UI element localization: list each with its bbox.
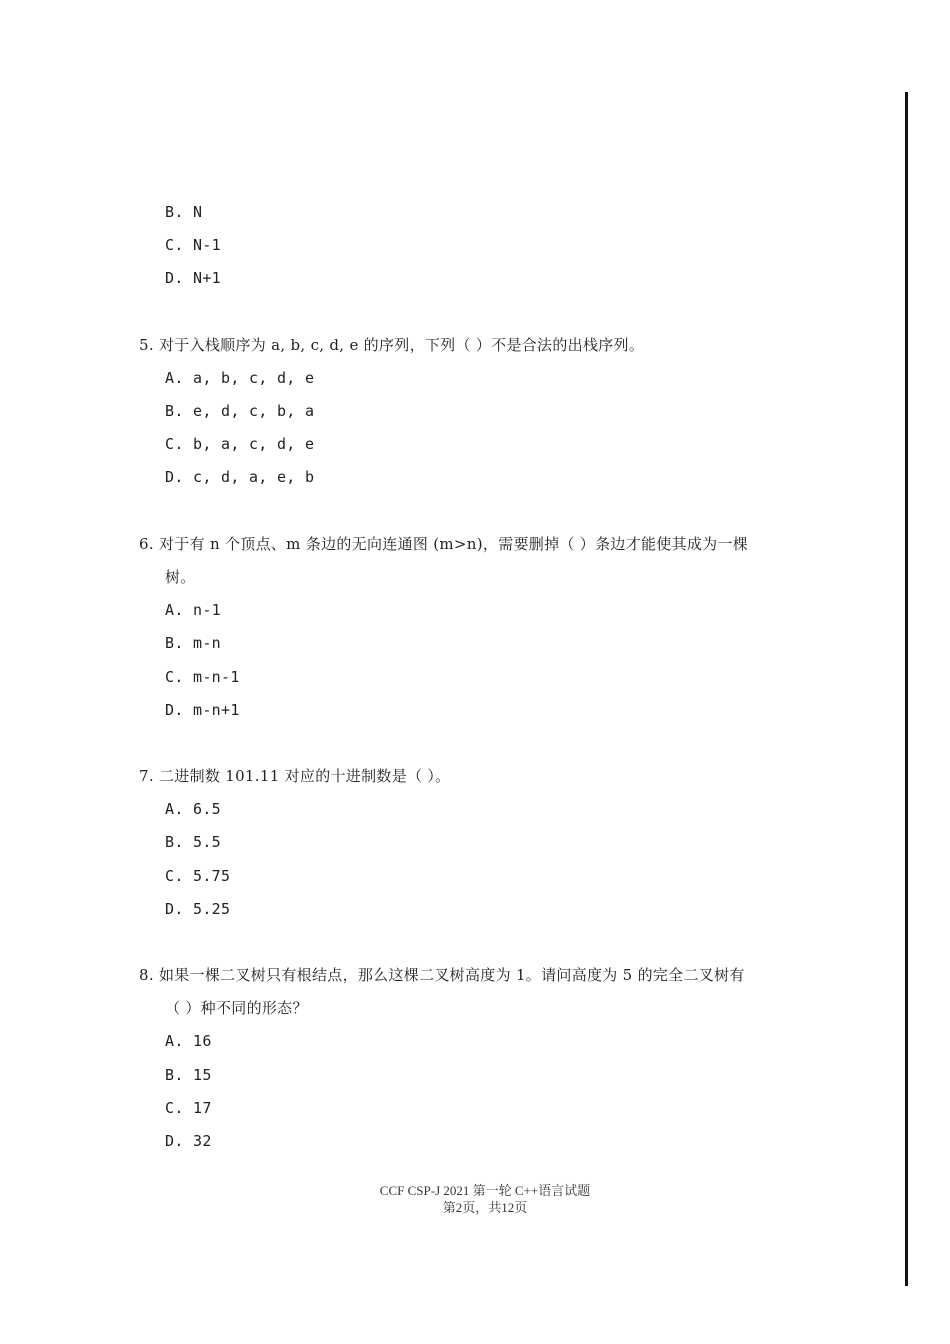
q7-option-b: B. 5.5 (165, 833, 221, 851)
q6-option-d: D. m-n+1 (165, 701, 240, 719)
q8-stem-line2: （ ）种不同的形态？ (165, 999, 308, 1017)
q5-option-c: C. b, a, c, d, e (165, 435, 315, 453)
q8-stem-line1: 8. 如果一棵二叉树只有根结点，那么这棵二叉树高度为 1。请问高度为 5 的完全二叉树有 (139, 966, 745, 984)
q4-option-d: D. N+1 (165, 269, 221, 287)
q7-option-d: D. 5.25 (165, 900, 231, 918)
footer-page-number: 第2页，共12页 (442, 1200, 528, 1215)
page-edge-line (905, 92, 908, 1286)
q5-option-b: B. e, d, c, b, a (165, 402, 315, 420)
q6-stem-line2: 树。 (165, 568, 196, 586)
q8-option-d: D. 32 (165, 1132, 212, 1150)
q5-option-d: D. c, d, a, e, b (165, 468, 315, 486)
q8-option-b: B. 15 (165, 1066, 212, 1084)
q5-option-a: A. a, b, c, d, e (165, 369, 315, 387)
q4-option-b: B. N (165, 203, 203, 221)
q7-stem: 7. 二进制数 101.11 对应的十进制数是（ ）。 (139, 767, 451, 785)
footer-title: CCF CSP-J 2021 第一轮 C++语言试题 (379, 1183, 591, 1198)
q8-option-c: C. 17 (165, 1099, 212, 1117)
q8-option-a: A. 16 (165, 1032, 212, 1050)
q6-stem-line1: 6. 对于有 n 个顶点、m 条边的无向连通图 (m>n)，需要删掉（ ）条边才能使其成为一棵 (139, 535, 749, 553)
q6-option-c: C. m-n-1 (165, 668, 240, 686)
q6-option-a: A. n-1 (165, 601, 221, 619)
q7-option-a: A. 6.5 (165, 800, 221, 818)
q6-option-b: B. m-n (165, 634, 221, 652)
q5-stem: 5. 对于入栈顺序为 a, b, c, d, e 的序列，下列（ ）不是合法的出栈序列。 (139, 336, 645, 354)
q7-option-c: C. 5.75 (165, 867, 231, 885)
q4-option-c: C. N-1 (165, 236, 221, 254)
